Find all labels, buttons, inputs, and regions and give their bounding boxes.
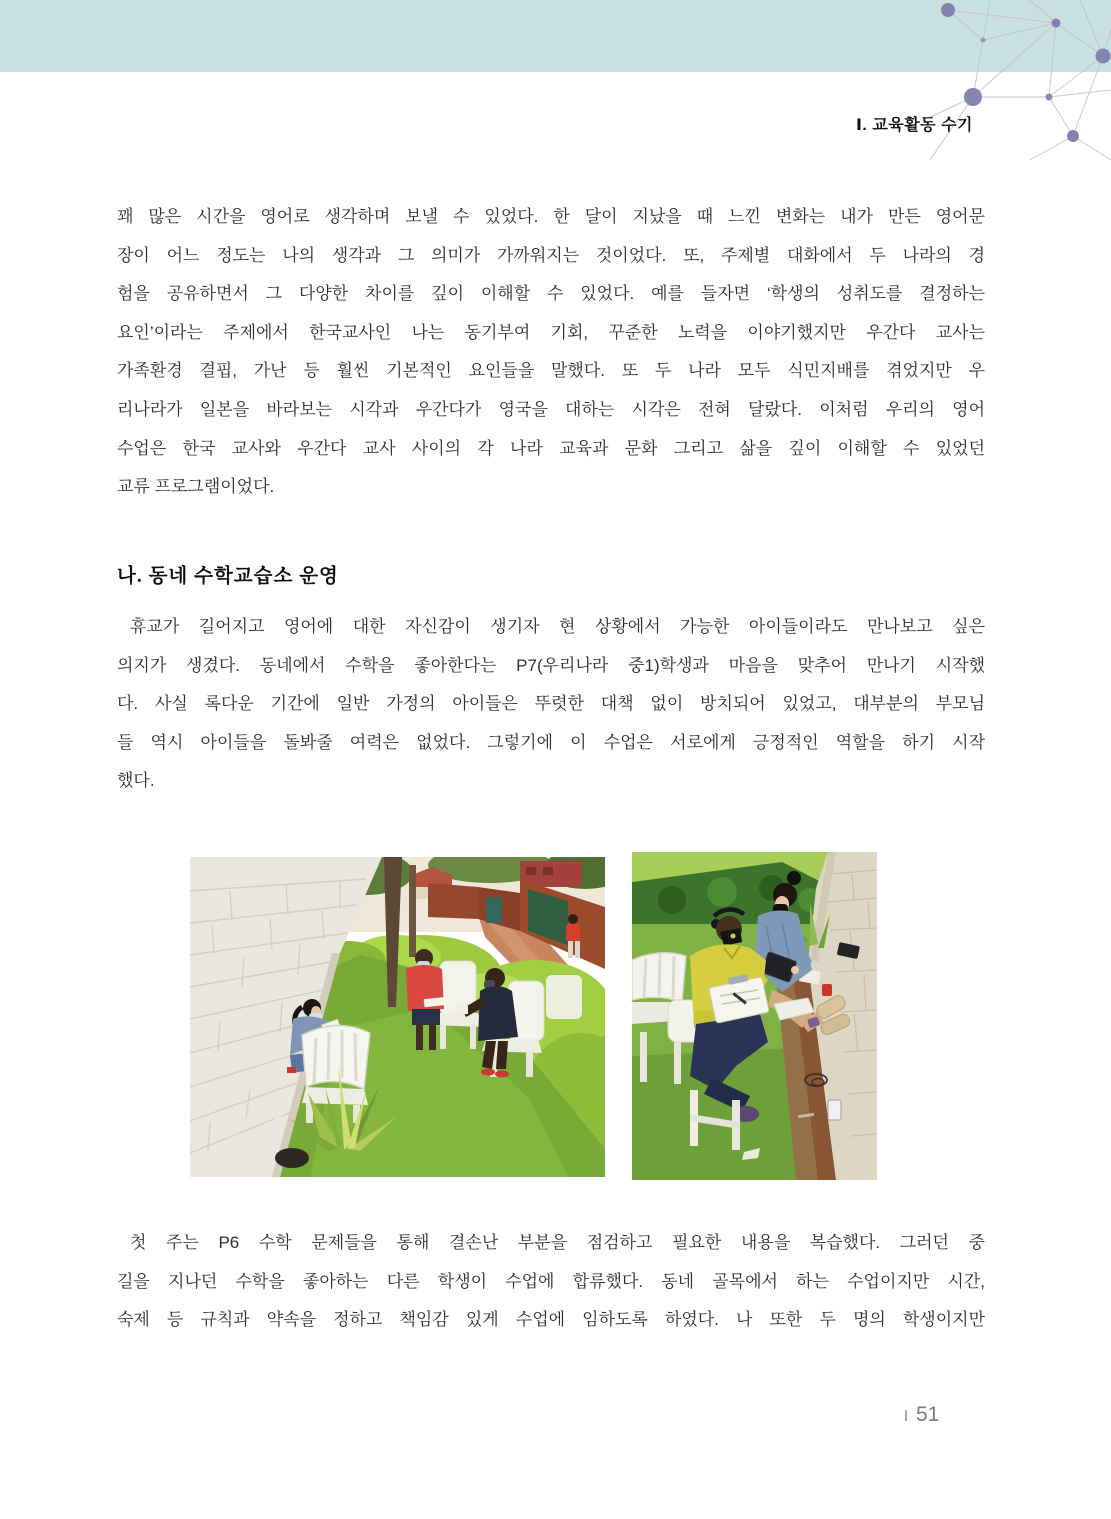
text-line: 가족환경 결핍, 가난 등 훨씬 기본적인 요인들을 말했다. 또 두 나라 모두 식민지배를 겪었지만 우 bbox=[117, 361, 985, 381]
photo-wall-lesson bbox=[632, 852, 877, 1180]
network-graphic bbox=[930, 0, 1111, 160]
page-number-value: 51 bbox=[916, 1403, 940, 1426]
text-line: 했다. bbox=[117, 771, 155, 791]
paragraph-2 bbox=[117, 608, 985, 801]
network-lines bbox=[930, 0, 1111, 160]
text-line: 리나라가 일본을 바라보는 시각과 우간다가 영국을 대하는 시각은 전혀 달랐다. 이처럼 우리의 영어 bbox=[117, 399, 985, 419]
text-line: 들 역시 아이들을 돌봐줄 여력은 없었다. 그렇기에 이 수업은 서로에게 긍정적인 역할을 하기 시작 bbox=[117, 732, 985, 752]
text-line: 의지가 생겼다. 동네에서 수학을 좋아한다는 P7(우리나라 중1)학생과 마음을 맞추어 만나기 시작했 bbox=[117, 655, 985, 675]
page-number bbox=[905, 1404, 939, 1426]
running-head: Ⅰ. 교육활동 수기 bbox=[855, 117, 973, 134]
text-line: 요인’이라는 주제에서 한국교사인 나는 동기부여 기회, 꾸준한 노력을 이야기했지만 우간다 교사는 bbox=[117, 322, 985, 342]
paragraph-3 bbox=[117, 1224, 985, 1340]
text-line: 수업은 한국 교사와 우간다 교사 사이의 각 나라 교육과 문화 그리고 삶을 깊이 이해할 수 있었던 bbox=[117, 438, 985, 458]
photo-alley-lesson bbox=[190, 857, 605, 1177]
text-line: 길을 지나던 수학을 좋아하는 다른 학생이 수업에 합류했다. 동네 골목에서 하는 수업이지만 시간, bbox=[117, 1271, 985, 1291]
text-line: 꽤 많은 시간을 영어로 생각하며 보낼 수 있었다. 한 달이 지났을 때 느낀 변화는 내가 만든 영어문 bbox=[117, 207, 985, 226]
text-line: 숙제 등 규칙과 약속을 정하고 책임감 있게 수업에 임하도록 하였다. 나 또한 두 명의 학생이지만 bbox=[117, 1310, 985, 1330]
text-line: 다. 사실 록다운 기간에 일반 가정의 아이들은 뚜렷한 대책 없이 방치되어 있었고, 대부분의 부모님 bbox=[117, 694, 985, 714]
page-number-tick bbox=[905, 1410, 907, 1421]
section-heading: 나. 동네 수학교습소 운영 bbox=[117, 566, 339, 587]
text-line: 첫 주는 P6 수학 문제들을 통해 결손난 부분을 점검하고 필요한 내용을 복습했다. 그러던 중 bbox=[130, 1233, 985, 1252]
paragraph-1 bbox=[117, 198, 985, 507]
text-line: 장이 어느 정도는 나의 생각과 그 의미가 가까워지는 것이었다. 또, 주제별 대화에서 두 나라의 경 bbox=[117, 245, 985, 265]
text-line: 교류 프로그램이었다. bbox=[117, 477, 275, 497]
text-line: 험을 공유하면서 그 다양한 차이를 깊이 이해할 수 있었다. 예를 들자면 ‘학생의 성취도를 결정하는 bbox=[117, 284, 985, 304]
text-line: 휴교가 길어지고 영어에 대한 자신감이 생기자 현 상황에서 가능한 아이들이라도 만나보고 싶은 bbox=[130, 617, 985, 636]
